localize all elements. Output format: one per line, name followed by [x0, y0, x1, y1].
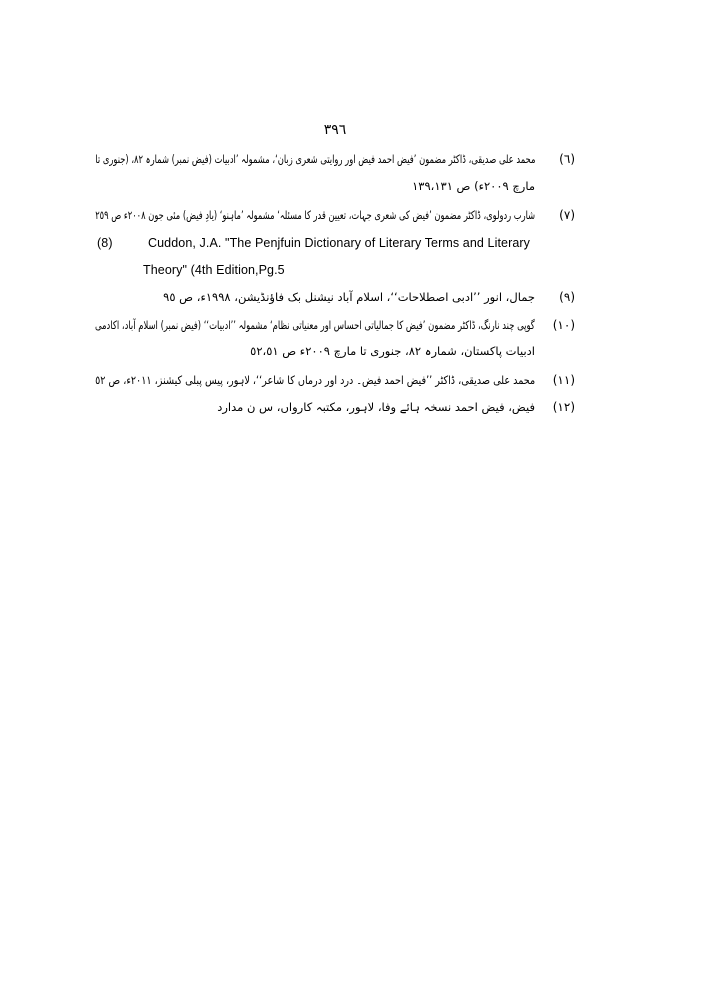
ref-8-line-1: Cuddon, J.A. "The Penjfuin Dictionary of Literary Terms and Literary — [148, 236, 531, 250]
ref-9-line-1: جمال، انور ’’ادبی اصطلاحات‘‘، اسلام آباد نیشنل بک فاؤنڈیشن، ١٩٩٨ء، ص ٩٥ — [163, 290, 535, 304]
ref-7-number: (٧) — [559, 208, 575, 222]
ref-12-line-1: فیض، فیض احمد نسخہ ہائے وفا، لاہور، مکتبہ کارواں، س ن مدارد — [217, 400, 535, 414]
ref-11-number: (١١) — [552, 373, 575, 387]
page-number: ٣٩٦ — [323, 122, 347, 138]
ref-6-line-2: مارچ ٢٠٠٩ء) ص ١٣٩،١٣١ — [412, 179, 535, 193]
ref-8-line-2: Theory" (4th Edition,Pg.5 — [143, 263, 285, 277]
ref-11-line-1: محمد علی صدیقی، ڈاکٹر ’’فیض احمد فیض۔ درد اور درماں کا شاعر‘‘، لاہور، پیس پبلی کیشنز، ٢٠١١ء، ص ٥٢ — [94, 373, 535, 387]
ref-10-line-2: ادبیات پاکستان، شمارہ ٨٢، جنوری تا مارچ ٢٠٠٩ء ص ٥٢،٥١ — [250, 344, 535, 358]
ref-10-line-1: گوپی چند نارنگ، ڈاکٹر مضمون ’فیض کا جمالیاتی احساس اور معنیاتی نظام‘ مشمولہ ’’ادبیات‘‘ (فیض نمبر) اسلام آباد، اکادمی — [95, 318, 535, 332]
ref-6-line-1: محمد علی صدیقی، ڈاکٹر مضمون ’فیض احمد فیض اور روایتی شعری زبان‘، مشمولہ ’ادبیات (فیض نمبر) شمارہ ٨٢، (جنوری تا — [94, 152, 535, 166]
ref-8-number: (8) — [97, 236, 113, 250]
ref-7-line-1: شارب ردولوی، ڈاکٹر مضمون ’فیض کی شعری جہات، تعیین قدر کا مسئلہ‘ مشمولہ ’ماہنو‘ (یادِ فیض) مئی جون ٢٠٠٨ء ص ٢٥٩ — [95, 208, 535, 222]
ref-12-number: (١٢) — [552, 400, 575, 414]
ref-9-number: (٩) — [559, 290, 575, 304]
ref-10-number: (١٠) — [552, 318, 575, 332]
ref-6-number: (٦) — [559, 152, 575, 166]
